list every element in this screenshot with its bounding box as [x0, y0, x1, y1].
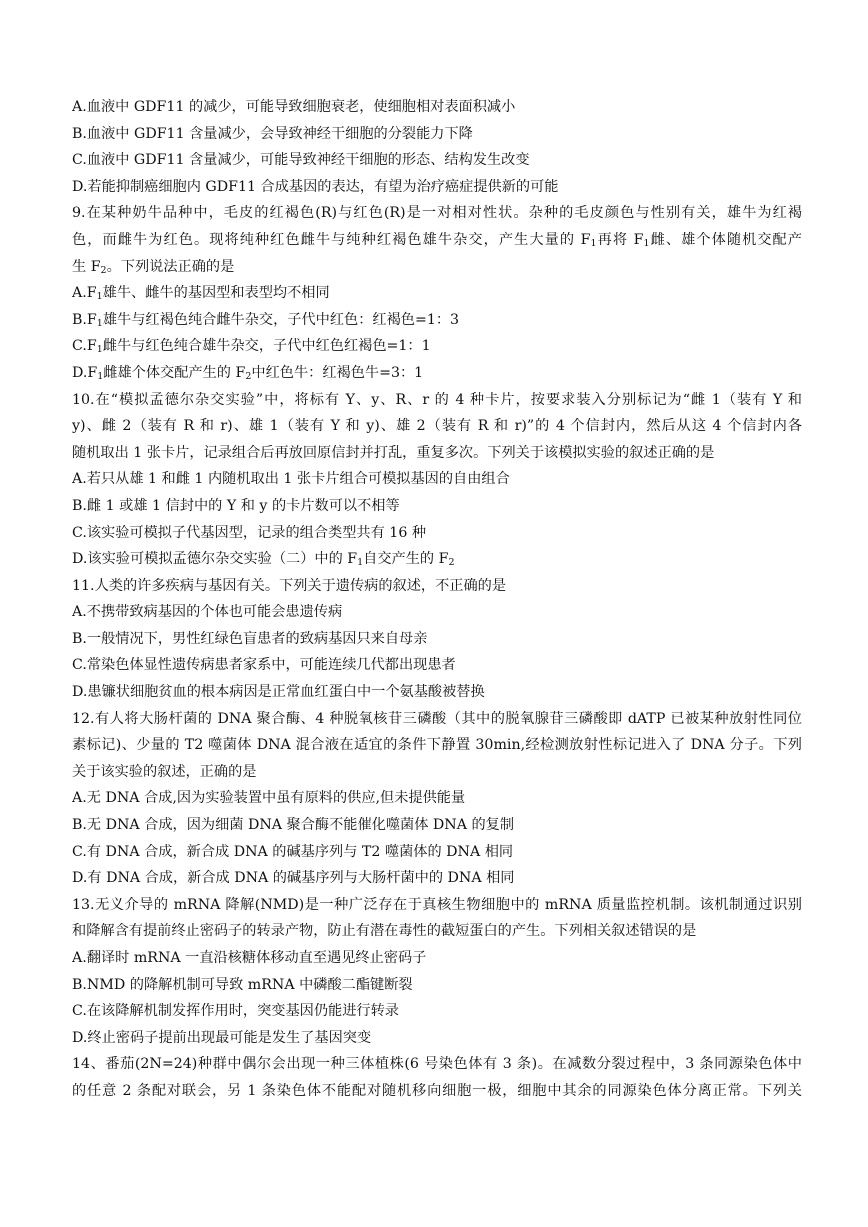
- option-9a: $A.F_1$雄牛、雌牛的基因型和表型均不相同: [72, 285, 330, 303]
- question-10-stem: 10.在“模拟孟德尔杂交实验”中，将标有 Y、y、R、r 的 4 种卡片，按要求装入分别标记为“雌 1（装有 Y 和: [72, 391, 802, 408]
- question-9-stem: 色，而雌牛为红色。现将纯种红色雌牛与纯种红褐色雄牛杂交，产生大量的 $F_1$再将 $F_1$雌、雄个体随机交配产: [72, 231, 802, 249]
- option-13c: C.在该降解机制发挥作用时，突变基因仍能进行转录: [72, 1003, 399, 1020]
- option-8d: D.若能抑制癌细胞内 GDF11 合成基因的表达，有望为治疗癌症提供新的可能: [72, 178, 559, 195]
- option-11d: D.患镰状细胞贫血的根本病因是正常血红蛋白中一个氨基酸被替换: [72, 684, 485, 701]
- option-8b: B.血液中 GDF11 含量减少，会导致神经干细胞的分裂能力下降: [72, 125, 473, 142]
- option-13b: B.NMD 的降解机制可导致 mRNA 中磷酸二酯键断裂: [72, 976, 413, 993]
- option-10a: A.若只从雄 1 和雌 1 内随机取出 1 张卡片组合可模拟基因的自由组合: [72, 471, 510, 488]
- question-12-stem: 关于该实验的叙述，正确的是: [72, 763, 257, 780]
- option-10c: C.该实验可模拟子代基因型，记录的组合类型共有 16 种: [72, 524, 427, 541]
- document-page: [72, 94, 802, 1105]
- option-10b: B.雌 1 或雄 1 信封中的 Y 和 y 的卡片数可以不相等: [72, 497, 400, 514]
- option-9d: $D.F_1$雌雄个体交配产生的 $F_2$中红色牛：红褐色牛=3：1: [72, 364, 424, 382]
- option-11c: C.常染色体显性遗传病患者家系中，可能连续几代都出现患者: [72, 657, 456, 674]
- option-12c: C.有 DNA 合成，新合成 DNA 的碱基序列与 T2 噬菌体的 DNA 相同: [72, 843, 514, 860]
- option-12a: A.无 DNA 合成,因为实验装置中虽有原料的供应,但未提供能量: [72, 790, 466, 807]
- option-12d: D.有 DNA 合成，新合成 DNA 的碱基序列与大肠杆菌中的 DNA 相同: [72, 870, 515, 887]
- question-9-stem: 9.在某种奶牛品种中，毛皮的红褐色(R)与红色(R)是一对相对性状。杂种的毛皮颜色与性别有关，雄牛为红褐: [72, 205, 802, 222]
- option-9b: $B.F_1$雄牛与红褐色纯合雌牛杂交，子代中红色：红褐色=1：3: [72, 311, 460, 329]
- option-9c: $C.F_1$雌牛与红色纯合雄牛杂交，子代中红色红褐色=1：1: [72, 338, 431, 356]
- option-10d: D.该实验可模拟孟德尔杂交实验（二）中的 $F_1$自交产生的 $F_2$: [72, 551, 455, 569]
- question-12-stem: 素标记)、少量的 T2 噬菌体 DNA 混合液在适宜的条件下静置 30min,经检测放射性标记进入了 DNA 分子。下列: [72, 737, 802, 754]
- question-14-stem: 的任意 2 条配对联会，另 1 条染色体不能配对随机移向细胞一极，细胞中其余的同源染色体分离正常。下列关: [72, 1082, 802, 1099]
- option-8a: A.血液中 GDF11 的减少，可能导致细胞衰老，使细胞相对表面积减小: [72, 99, 516, 115]
- option-11b: B.一般情况下，男性红绿色盲患者的致病基因只来自母亲: [72, 630, 428, 647]
- question-11-stem: 11.人类的许多疾病与基因有关。下列关于遗传病的叙述，不正确的是: [72, 577, 507, 594]
- option-13a: A.翻译时 mRNA 一直沿核糖体移动直至遇见终止密码子: [72, 950, 427, 966]
- question-10-stem: y)、雌 2（装有 R 和 r)、雄 1（装有 Y 和 y)、雄 2（装有 R 和 r)”的 4 个信封内，然后从这 4 个信封内各: [72, 418, 802, 435]
- option-13d: D.终止密码子提前出现最可能是发生了基因突变: [72, 1029, 372, 1046]
- option-11a: A.不携带致病基因的个体也可能会患遗传病: [72, 604, 343, 621]
- question-13-stem: 13.无义介导的 mRNA 降解(NMD)是一种广泛存在于真核生物细胞中的 mRNA 质量监控机制。该机制通过识别: [72, 896, 802, 913]
- option-8c: C.血液中 GDF11 含量减少，可能导致神经干细胞的形态、结构发生改变: [72, 152, 530, 169]
- question-10-stem: 随机取出 1 张卡片，记录组合后再放回原信封并打乱，重复多次。下列关于该模拟实验的叙述正确的是: [72, 444, 715, 461]
- question-9-stem: 生 $F_2$。下列说法正确的是: [72, 258, 235, 276]
- question-13-stem: 和降解含有提前终止密码子的转录产物，防止有潜在毒性的截短蛋白的产生。下列相关叙述错误的是: [72, 923, 697, 940]
- option-12b: B.无 DNA 合成，因为细菌 DNA 聚合酶不能催化噬菌体 DNA 的复制: [72, 817, 515, 834]
- question-12-stem: 12.有人将大肠杆菌的 DNA 聚合酶、4 种脱氧核苷三磷酸（其中的脱氧腺苷三磷酸即 dATP 已被某种放射性同位: [72, 710, 802, 727]
- question-14-stem: 14、番茄(2N=24)种群中偶尔会出现一种三体植株(6 号染色体有 3 条)。在减数分裂过程中，3 条同源染色体中: [72, 1056, 802, 1073]
